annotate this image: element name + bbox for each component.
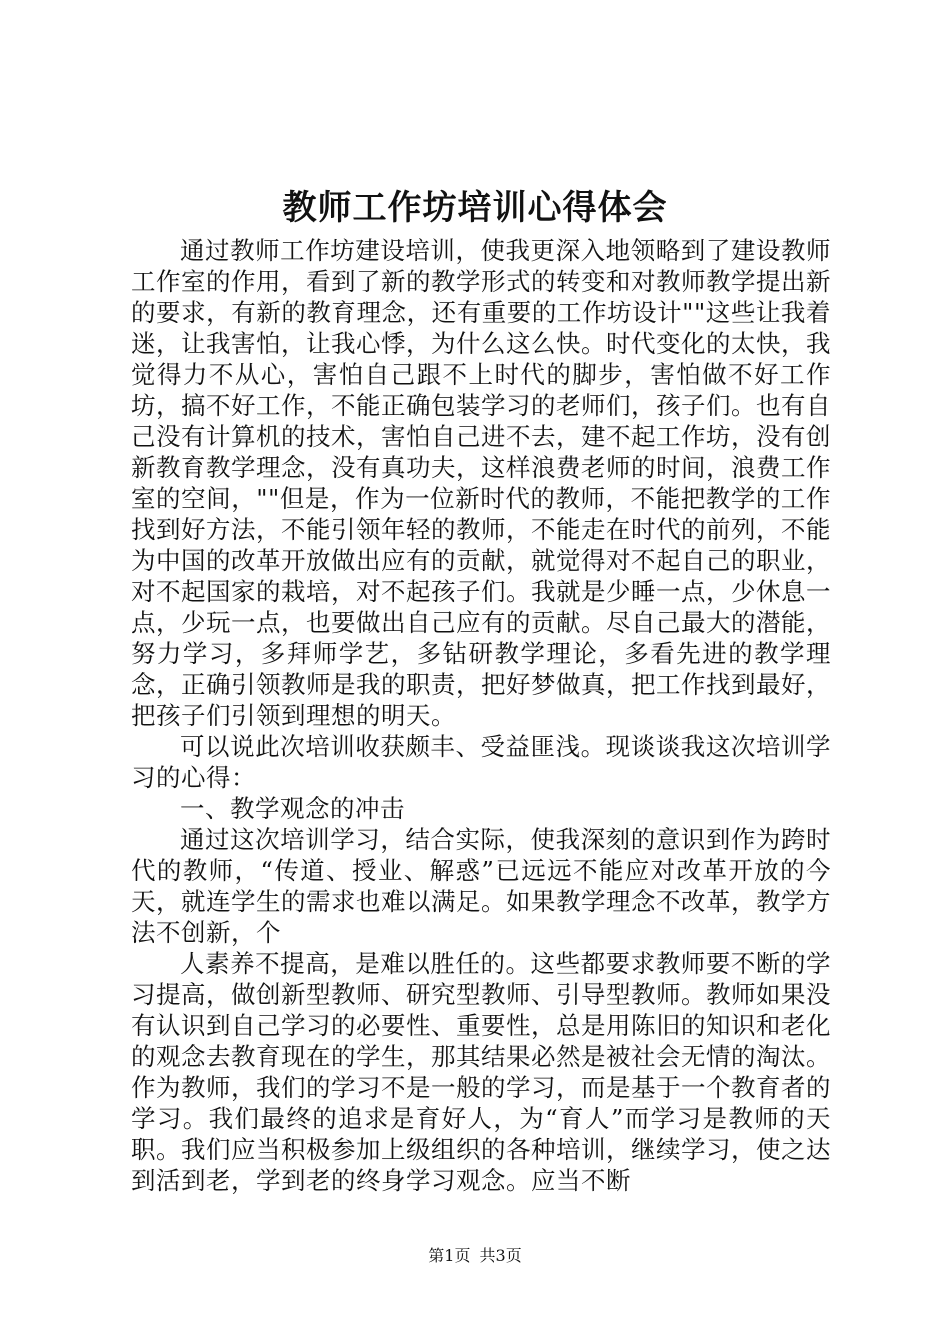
section-heading-1: 一、教学观念的冲击 <box>180 794 405 823</box>
document-body <box>131 235 831 1196</box>
document-title: 教师工作坊培训心得体会 <box>282 188 668 228</box>
page-number: 第1页 <box>428 1246 471 1265</box>
paragraph-2: 可以说此次培训收获颇丰、受益匪浅。现谈谈我这次培训学习的心得： <box>131 732 831 792</box>
paragraph-4: 人素养不提高，是难以胜任的。这些都要求教师要不断的学习提高，做创新型教师、研究型教师、引导型教师。教师如果没有认识到自己学习的必要性、重要性，总是用陈旧的知识和老化的观念去教育现在的学生，那其结果必然是被社会无情的淘汰。作为教师，我们的学习不是一般的学习，而是基于一个教育者的学习。我们最终的追求是育好人，为“育人”而学习是教师的天职。我们应当积极参加上级组织的各种培训，继续学习，使之达到活到老，学到老的终身学习观念。应当不断 <box>131 949 831 1195</box>
page-footer <box>0 1246 950 1266</box>
paragraph-3: 通过这次培训学习，结合实际，使我深刻的意识到作为跨时代的教师，“传道、授业、解惑”已远远不能应对改革开放的今天，就连学生的需求也难以满足。如果教学理念不改革，教学方法不创新，个 <box>131 825 831 947</box>
paragraph-1: 通过教师工作坊建设培训，使我更深入地领略到了建设教师工作室的作用，看到了新的教学形式的转变和对教师教学提出新的要求，有新的教育理念，还有重要的工作坊设计""这些让我着迷，让我害怕，让我心悸，为什么这么快。时代变化的太快，我觉得力不从心，害怕自己跟不上时代的脚步，害怕做不好工作坊，搞不好工作，不能正确包装学习的老师们，孩子们。也有自己没有计算机的技术，害怕自己进不去，建不起工作坊，没有创新教育教学理念，没有真功夫，这样浪费老师的时间，浪费工作室的空间，""但是，作为一位新时代的教师，不能把教学的工作找到好方法，不能引领年轻的教师，不能走在时代的前列，不能为中国的改革开放做出应有的贡献，就觉得对不起自己的职业，对不起国家的栽培，对不起孩子们。我就是少睡一点，少休息一点，少玩一点，也要做出自己应有的贡献。尽自己最大的潜能，努力学习，多拜师学艺，多钻研教学理论，多看先进的教学理念，正确引领教师是我的职责，把好梦做真，把工作找到最好，把孩子们引领到理想的明天。 <box>131 236 831 730</box>
page-total: 共3页 <box>479 1246 522 1265</box>
